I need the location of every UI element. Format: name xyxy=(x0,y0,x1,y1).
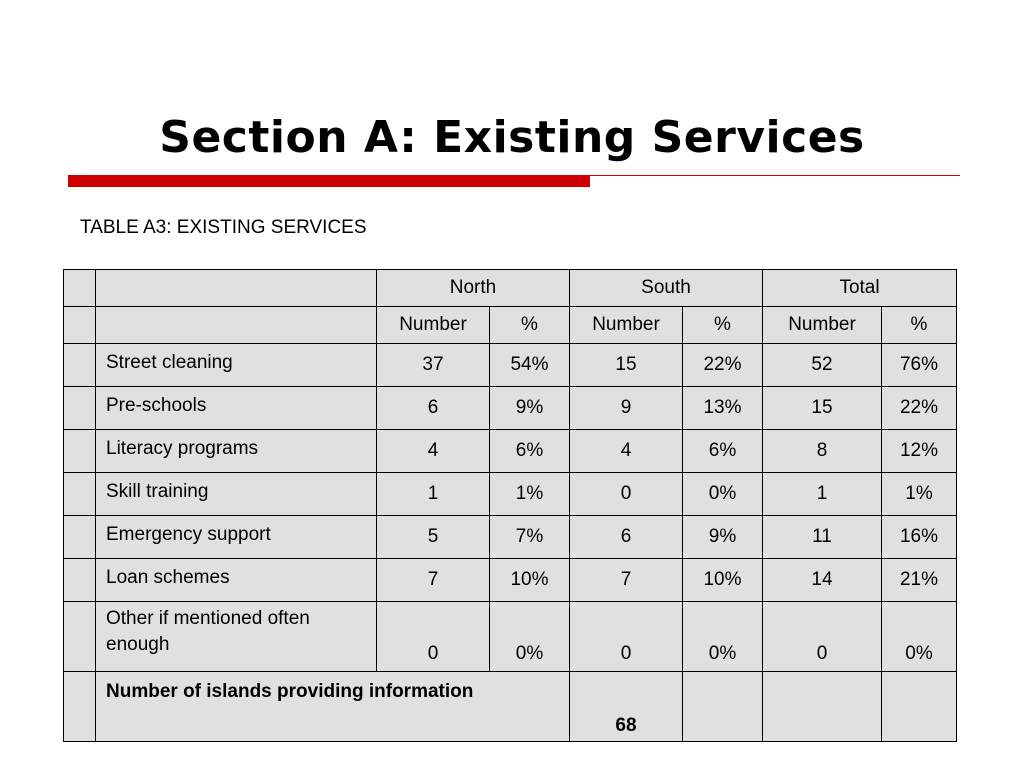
subheader-total-percent: % xyxy=(882,307,957,344)
cell-north-percent: 54% xyxy=(490,344,570,387)
row-label: Street cleaning xyxy=(96,344,377,387)
cell-total-number: 8 xyxy=(763,430,882,473)
cell-south-percent: 6% xyxy=(683,430,763,473)
cell-total-number: 15 xyxy=(763,387,882,430)
table-row xyxy=(64,559,957,602)
cell-north-number: 1 xyxy=(377,473,490,516)
group-header-total: Total xyxy=(763,270,957,307)
cell-south-number: 15 xyxy=(570,344,683,387)
marker-cell xyxy=(64,516,96,559)
title-underline-thick xyxy=(68,175,590,187)
footer-row xyxy=(64,672,957,742)
marker-cell xyxy=(64,270,96,307)
marker-cell xyxy=(64,387,96,430)
footer-label: Number of islands providing information xyxy=(96,672,570,742)
marker-cell xyxy=(64,430,96,473)
cell-total-percent: 22% xyxy=(882,387,957,430)
slide-title: Section A: Existing Services xyxy=(159,112,865,163)
cell-north-number: 6 xyxy=(377,387,490,430)
cell-south-number: 9 xyxy=(570,387,683,430)
table-row xyxy=(64,344,957,387)
subheader-south-percent: % xyxy=(683,307,763,344)
cell-south-number: 6 xyxy=(570,516,683,559)
cell-north-number: 4 xyxy=(377,430,490,473)
cell-south-percent: 13% xyxy=(683,387,763,430)
table-row xyxy=(64,602,957,672)
footer-blank-cell xyxy=(683,672,763,742)
header-blank-cell xyxy=(96,270,377,307)
cell-south-number: 7 xyxy=(570,559,683,602)
group-header-north: North xyxy=(377,270,570,307)
footer-blank-cell xyxy=(763,672,882,742)
title-underline-thin xyxy=(590,175,960,176)
cell-south-number: 4 xyxy=(570,430,683,473)
marker-cell xyxy=(64,559,96,602)
cell-north-number: 0 xyxy=(377,602,490,672)
header-blank-cell xyxy=(96,307,377,344)
cell-total-number: 1 xyxy=(763,473,882,516)
marker-cell xyxy=(64,602,96,672)
subheader-north-percent: % xyxy=(490,307,570,344)
row-label: Other if mentioned often enough xyxy=(96,602,377,672)
row-label: Literacy programs xyxy=(96,430,377,473)
cell-north-number: 7 xyxy=(377,559,490,602)
cell-south-percent: 0% xyxy=(683,602,763,672)
table-row xyxy=(64,473,957,516)
subheader-north-number: Number xyxy=(377,307,490,344)
cell-total-number: 11 xyxy=(763,516,882,559)
cell-total-number: 0 xyxy=(763,602,882,672)
marker-cell xyxy=(64,672,96,742)
cell-north-number: 37 xyxy=(377,344,490,387)
row-label: Loan schemes xyxy=(96,559,377,602)
cell-total-percent: 16% xyxy=(882,516,957,559)
cell-total-number: 52 xyxy=(763,344,882,387)
cell-north-percent: 1% xyxy=(490,473,570,516)
cell-total-percent: 0% xyxy=(882,602,957,672)
cell-south-number: 0 xyxy=(570,473,683,516)
table-caption: TABLE A3: EXISTING SERVICES xyxy=(80,217,367,238)
cell-south-percent: 9% xyxy=(683,516,763,559)
cell-south-percent: 0% xyxy=(683,473,763,516)
cell-south-percent: 22% xyxy=(683,344,763,387)
group-header-row xyxy=(64,270,957,307)
marker-cell xyxy=(64,473,96,516)
cell-south-number: 0 xyxy=(570,602,683,672)
group-header-south: South xyxy=(570,270,763,307)
table-row xyxy=(64,430,957,473)
cell-total-percent: 1% xyxy=(882,473,957,516)
cell-north-percent: 6% xyxy=(490,430,570,473)
subheader-row xyxy=(64,307,957,344)
cell-north-percent: 9% xyxy=(490,387,570,430)
subheader-south-number: Number xyxy=(570,307,683,344)
cell-north-number: 5 xyxy=(377,516,490,559)
subheader-total-number: Number xyxy=(763,307,882,344)
existing-services-table xyxy=(63,269,957,742)
row-label: Skill training xyxy=(96,473,377,516)
marker-cell xyxy=(64,344,96,387)
cell-total-percent: 12% xyxy=(882,430,957,473)
cell-north-percent: 0% xyxy=(490,602,570,672)
footer-total-value: 68 xyxy=(570,672,683,742)
table-row xyxy=(64,516,957,559)
cell-total-percent: 76% xyxy=(882,344,957,387)
table-row xyxy=(64,387,957,430)
cell-north-percent: 7% xyxy=(490,516,570,559)
footer-blank-cell xyxy=(882,672,957,742)
cell-north-percent: 10% xyxy=(490,559,570,602)
row-label: Pre-schools xyxy=(96,387,377,430)
marker-cell xyxy=(64,307,96,344)
cell-total-percent: 21% xyxy=(882,559,957,602)
cell-total-number: 14 xyxy=(763,559,882,602)
cell-south-percent: 10% xyxy=(683,559,763,602)
row-label: Emergency support xyxy=(96,516,377,559)
